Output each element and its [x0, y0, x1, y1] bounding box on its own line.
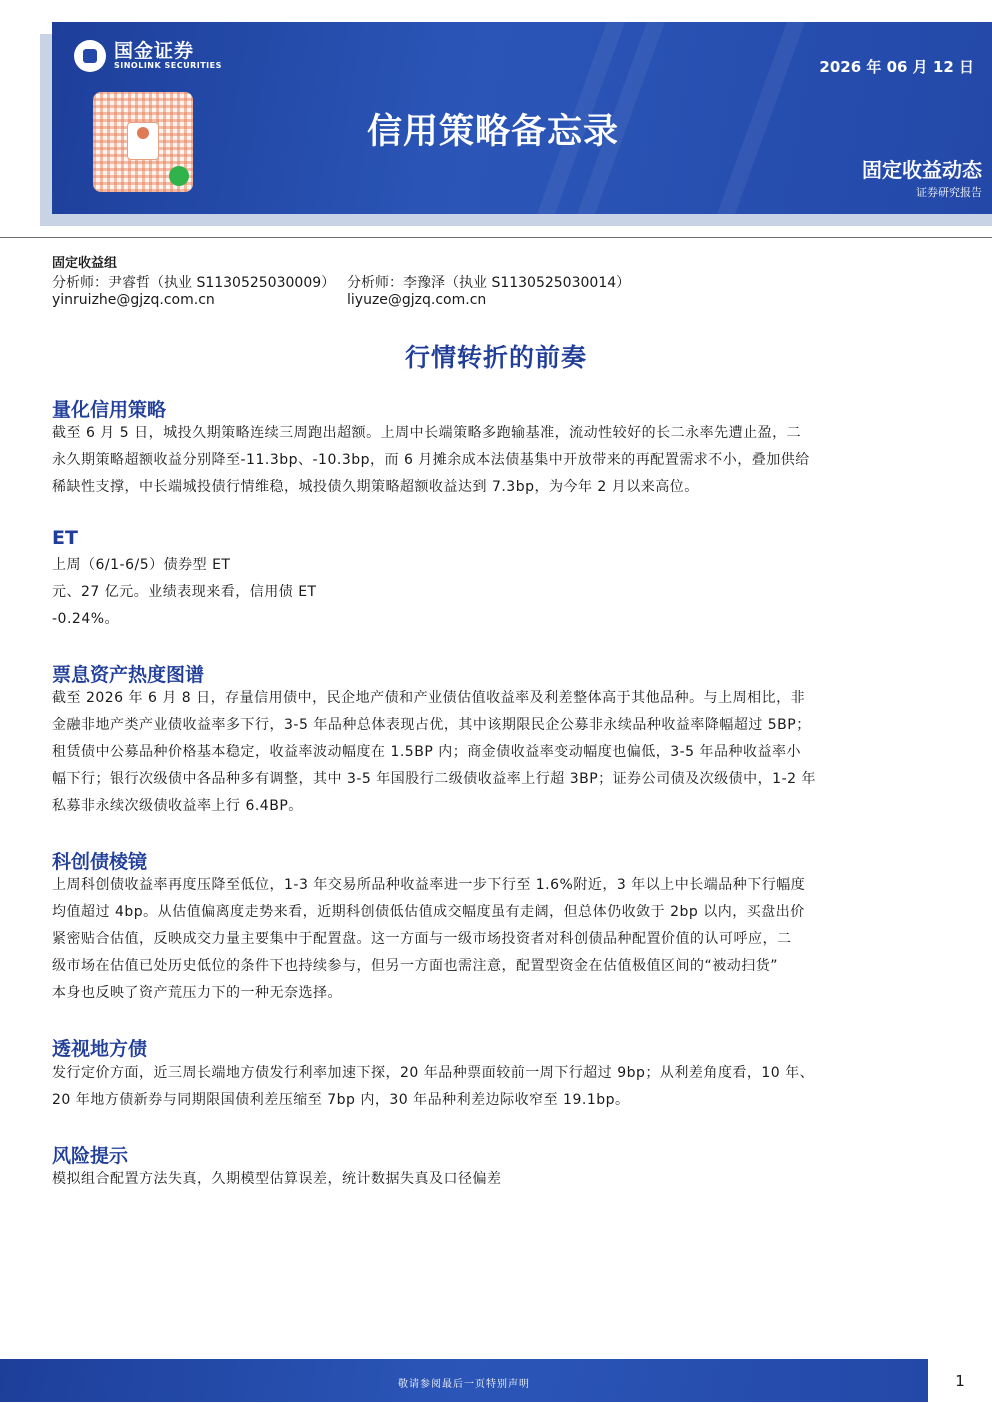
- text-line: 均值超过 4bp。从估值偏离度走势来看，近期科创债低估值成交幅度虽有走阔，但总体仍收敛于 2bp 以内，买盘出价: [52, 904, 805, 920]
- analyst-group: 固定收益组: [52, 256, 118, 271]
- qr-code-icon: [93, 92, 193, 192]
- section-body: [52, 552, 944, 633]
- text-line: 金融非地产类产业债收益率多下行，3-5 年品种总体表现占优，其中该期限民企公募非永续品种收益率降幅超过 5BP；: [52, 717, 811, 733]
- logo-en: SINOLINK SECURITIES: [114, 61, 222, 70]
- banner-title: 信用策略备忘录: [367, 112, 620, 152]
- section-body: [52, 685, 944, 820]
- text-line: -0.24%。: [52, 611, 120, 627]
- page-number: 1: [955, 1372, 965, 1390]
- wechat-badge-icon: [169, 166, 189, 186]
- main-title: 行情转折的前奏: [404, 343, 587, 372]
- section-title: 透视地方债: [52, 1038, 148, 1060]
- text-line: 永久期策略超额收益分别降至-11.3bp、-10.3bp，而 6 月摊余成本法债基集中开放带来的再配置需求不小，叠加供给: [52, 452, 810, 468]
- section-title: 科创债棱镜: [52, 851, 148, 873]
- logo-cn: 国金证券: [114, 40, 195, 62]
- text-line: 截至 6 月 5 日，城投久期策略连续三周跑出超额。上周中长端策略多跑输基准，流动性较好的长二永率先遭止盈，二: [52, 425, 802, 441]
- footer-disclaimer: 敬请参阅最后一页特别声明: [398, 1379, 530, 1390]
- text-line: 发行定价方面，近三周长端地方债发行利率加速下探，20 年品种票面较前一周下行超过 9bp；从利差角度看，10 年、: [52, 1065, 815, 1081]
- text-line: 幅下行；银行次级债中各品种多有调整，其中 3-5 年国股行二级债收益率上行超 3BP；证券公司债及次级债中，1-2 年: [52, 771, 816, 787]
- section-title: ET: [52, 527, 78, 549]
- analyst-2-email[interactable]: liyuze@gjzq.com.cn: [347, 292, 487, 308]
- section-body: [52, 1166, 944, 1193]
- text-line: 截至 2026 年 6 月 8 日，存量信用债中，民企地产债和产业债估值收益率及利差整体高于其他品种。与上周相比，非: [52, 690, 806, 706]
- qr-center-logo-icon: [127, 122, 159, 160]
- analyst-2: 分析师：李豫泽（执业 S1130525030014）: [347, 275, 631, 291]
- text-line: 20 年地方债新券与同期限国债利差压缩至 7bp 内，30 年品种利差边际收窄至 19.1bp。: [52, 1092, 630, 1108]
- text-line: 本身也反映了资产荒压力下的一种无奈选择。: [52, 985, 342, 1001]
- analyst-1: 分析师：尹睿哲（执业 S1130525030009）: [52, 275, 336, 291]
- text-line: 上周科创债收益率再度压降至低位，1-3 年交易所品种收益率进一步下行至 1.6%附近，3 年以上中长端品种下行幅度: [52, 877, 806, 893]
- report-date: 2026 年 06 月 12 日: [819, 58, 974, 76]
- analyst-1-email[interactable]: yinruizhe@gjzq.com.cn: [52, 292, 215, 308]
- section-body: [52, 872, 944, 1007]
- text-line: 级市场在估值已处历史低位的条件下也持续参与，但另一方面也需注意，配置型资金在估值极值区间的“被动扫货”: [52, 958, 779, 974]
- text-line: 上周（6/1-6/5）债券型 ET: [52, 557, 231, 573]
- report-type: 固定收益动态: [862, 158, 982, 182]
- company-logo: [74, 40, 222, 72]
- text-line: 元、27 亿元。业绩表现来看，信用债 ET: [52, 584, 317, 600]
- section-title: 风险提示: [52, 1145, 129, 1167]
- report-subtype: 证券研究报告: [916, 186, 982, 199]
- text-line: 紧密贴合估值，反映成交力量主要集中于配置盘。这一方面与一级市场投资者对科创债品种配置价值的认可呼应，二: [52, 931, 792, 947]
- logo-icon: [74, 40, 106, 72]
- text-line: 模拟组合配置方法失真，久期模型估算误差，统计数据失真及口径偏差: [52, 1171, 502, 1187]
- header-divider: [0, 237, 992, 238]
- text-line: 私募非永续次级债收益率上行 6.4BP。: [52, 798, 303, 814]
- section-title: 票息资产热度图谱: [52, 664, 205, 686]
- text-line: 租赁债中公募品种价格基本稳定，收益率波动幅度在 1.5BP 内；商金债收益率变动幅度也偏低，3-5 年品种收益率小: [52, 744, 802, 760]
- text-line: 稀缺性支撑，中长端城投债行情维稳，城投债久期策略超额收益达到 7.3bp，为今年 2 月以来高位。: [52, 479, 699, 495]
- section-body: [52, 1060, 944, 1114]
- section-body: [52, 420, 944, 501]
- section-title: 量化信用策略: [52, 399, 167, 421]
